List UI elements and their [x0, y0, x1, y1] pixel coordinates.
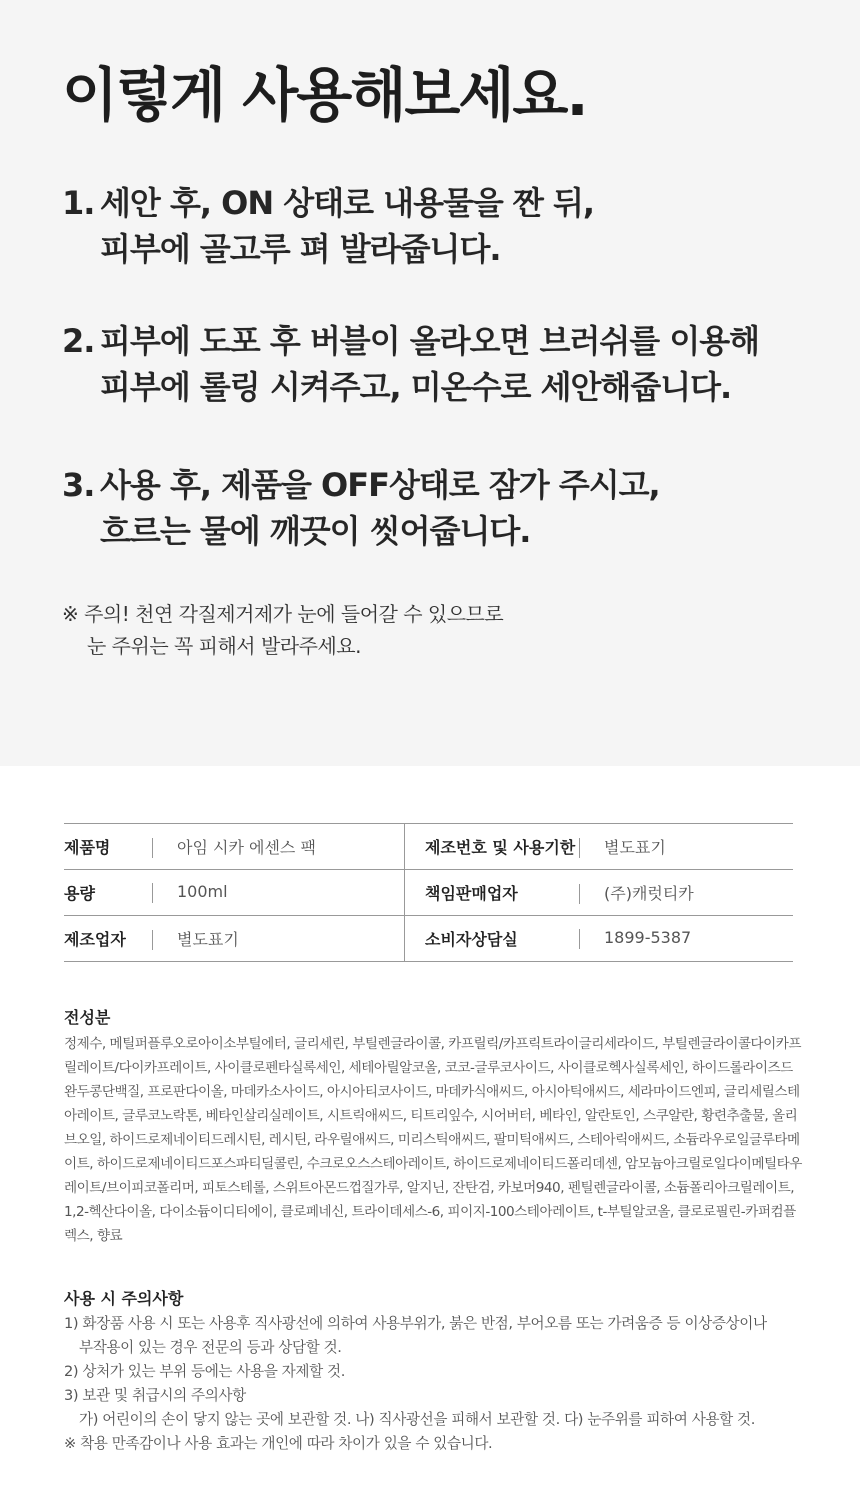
seller-label: 책임판매업자	[405, 870, 580, 916]
divider	[152, 838, 153, 858]
divider	[152, 883, 153, 903]
step-line-1: 세안 후, ON 상태로 내용물을 짠 뒤,	[100, 184, 595, 222]
step-number: 2.	[62, 322, 95, 360]
caution-line: 1) 화장품 사용 시 또는 사용후 직사광선에 의하여 사용부위가, 붉은 반점, 부어오름 또는 가려움증 등 이상증상이나	[64, 1315, 767, 1332]
product-name-value	[152, 824, 405, 870]
cell-text: 1899-5387	[604, 928, 692, 948]
cell-text: 100ml	[177, 882, 228, 902]
usage-title: 이렇게 사용해보세요.	[62, 61, 587, 129]
divider	[579, 838, 580, 858]
step-line-2: 피부에 롤링 시켜주고, 미온수로 세안해줍니다.	[100, 368, 732, 406]
usage-step-1	[62, 180, 594, 272]
divider	[579, 929, 580, 949]
ingredients-text: 정제수, 메틸퍼플루오로아이소부틸에터, 글리세린, 부틸렌글라이콜, 카프릴릭/카프릭트라이글리세라이드, 부틸렌글라이콜다이카프릴레이트/다이카프레이트, 사이클로펜타실록세인, 세테아릴알코올, 코코-글루코사이드, 사이클로헥사실록세인, 하이드롤라이즈드완두콩단백질, 프로판다이올, 마데카소사이드, 아시아티코사이드, 마데카식애씨드, 아시아틱애씨드, 세라마이드엔피, 글리세릴스테아레이트, 글루코노락톤, 베타인살리실레이트, 시트릭애씨드, 티트리잎수, 시어버터, 베타인, 알란토인, 스쿠알란, 황련추출물, 올리브오일, 하이드로제네이티드레시틴, 레시틴, 라우릴애씨드, 미리스틱애씨드, 팔미틱애씨드, 스테아릭애씨드, 소듐라우로일글루타메이트, 하이드로제네이티드포스파티딜콜린, 수크로오스스테아레이트, 하이드로제네이티드폴리데센, 암모늄아크릴로일다이메틸타우레이트/브이피코폴리머, 피토스테롤, 스위트아몬드껍질가루, 알지닌, 잔탄검, 카보머940, 펜틸렌글라이콜, 소듐폴리아크릴레이트, 1,2-헥산다이올, 다이소듐이디티에이, 클로페네신, 트라이데세스-6, 피이지-100스테아레이트, t-부틸알코올, 클로로필린-카퍼컴플렉스, 향료	[64, 1036, 802, 1244]
product-info-table	[64, 823, 793, 962]
manufacturer-label: 제조업자	[64, 916, 152, 962]
manufacturer-value	[152, 916, 405, 962]
caution-line: ※ 착용 만족감이나 사용 효과는 개인에 따라 차이가 있을 수 있습니다.	[64, 1435, 493, 1452]
cell-text: (주)캐럿티카	[604, 883, 694, 903]
lot-expiry-label: 제조번호 및 사용기한	[405, 824, 580, 870]
lot-expiry-value	[579, 824, 793, 870]
table-row	[64, 916, 793, 962]
divider	[579, 884, 580, 904]
cautions-list	[64, 1312, 767, 1456]
warning-line-1: ※ 주의! 천연 각질제거제가 눈에 들어갈 수 있으므로	[62, 602, 504, 626]
volume-label: 용량	[64, 870, 152, 916]
cautions-title: 사용 시 주의사항	[64, 1289, 184, 1308]
divider	[152, 930, 153, 950]
ingredients-title: 전성분	[64, 1008, 111, 1027]
caution-line: 3) 보관 및 취급시의 주의사항	[64, 1387, 246, 1404]
caution-line: 2) 상처가 있는 부위 등에는 사용을 자제할 것.	[64, 1363, 345, 1380]
step-line-2: 흐르는 물에 깨끗이 씻어줍니다.	[100, 512, 531, 550]
seller-value	[579, 870, 793, 916]
cell-text: 아임 시카 에센스 팩	[177, 837, 316, 857]
step-line-1: 피부에 도포 후 버블이 올라오면 브러쉬를 이용해	[100, 322, 760, 360]
table-row	[64, 824, 793, 870]
customer-center-value	[579, 916, 793, 962]
cell-text: 별도표기	[177, 929, 239, 949]
usage-step-3	[62, 462, 660, 554]
usage-step-2	[62, 318, 759, 410]
step-line-1: 사용 후, 제품을 OFF상태로 잠가 주시고,	[100, 466, 660, 504]
step-line-2: 피부에 골고루 펴 발라줍니다.	[100, 230, 501, 268]
step-number: 1.	[62, 184, 95, 222]
product-name-label: 제품명	[64, 824, 152, 870]
caution-line: 부작용이 있는 경우 전문의 등과 상담할 것.	[79, 1339, 342, 1356]
volume-value	[152, 870, 405, 916]
customer-center-label: 소비자상담실	[405, 916, 580, 962]
eye-warning-note	[62, 598, 503, 662]
step-number: 3.	[62, 466, 95, 504]
caution-line: 가) 어린이의 손이 닿지 않는 곳에 보관할 것. 나) 직사광선을 피해서 보관할 것. 다) 눈주위를 피하여 사용할 것.	[79, 1411, 755, 1428]
table-row	[64, 870, 793, 916]
warning-line-2: 눈 주위는 꼭 피해서 발라주세요.	[87, 634, 361, 658]
cell-text: 별도표기	[604, 837, 666, 857]
